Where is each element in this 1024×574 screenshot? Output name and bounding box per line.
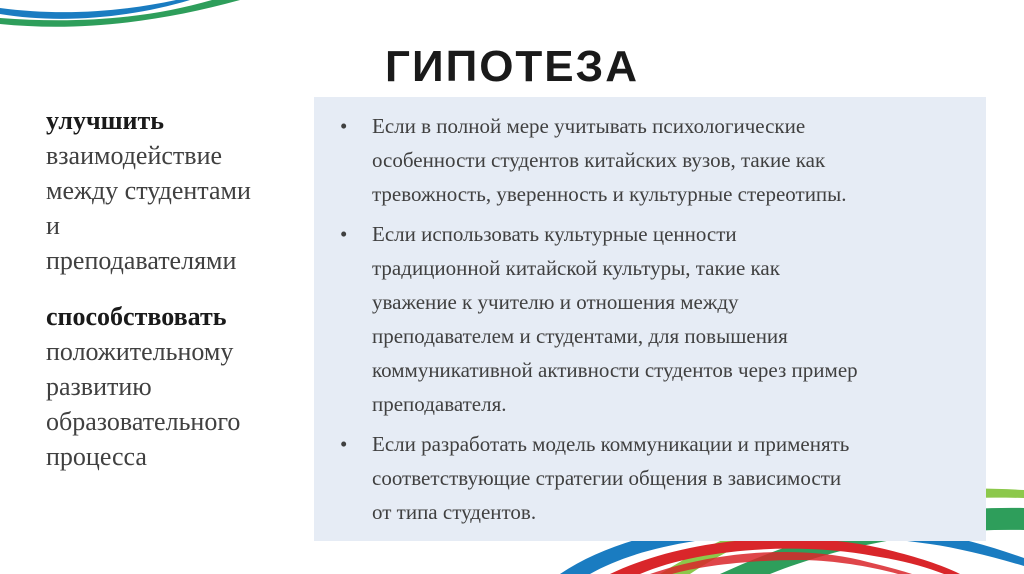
hypothesis-line: коммуникативной активности студентов через пример xyxy=(372,358,858,382)
bullet-icon: • xyxy=(340,114,348,138)
hypothesis-line: Если использовать культурные ценности xyxy=(372,222,737,246)
goal-line: образовательного xyxy=(46,407,241,436)
goal-line: развитию xyxy=(46,372,152,401)
hypothesis-item xyxy=(314,217,966,421)
page-title: ГИПОТЕЗА xyxy=(385,42,639,91)
goal-line: процесса xyxy=(46,442,147,471)
bullet-icon: • xyxy=(340,222,348,246)
hypothesis-line: соответствующие стратегии общения в зависимости xyxy=(372,466,842,490)
goal-line: и xyxy=(46,211,60,240)
hypothesis-item xyxy=(314,109,966,211)
goal-heading-improve: улучшить xyxy=(46,106,165,135)
hypothesis-panel xyxy=(314,97,986,541)
left-column xyxy=(46,103,308,474)
hypothesis-item xyxy=(314,427,966,529)
goal-line: положительному xyxy=(46,337,234,366)
hypothesis-line: от типа студентов. xyxy=(372,500,537,524)
goal-line: взаимодействие xyxy=(46,141,223,170)
hypothesis-line: тревожность, уверенность и культурные стереотипы. xyxy=(372,182,847,206)
spacer xyxy=(46,278,308,299)
goal-line: преподавателями xyxy=(46,246,237,275)
hypothesis-line: особенности студентов китайских вузов, такие как xyxy=(372,148,826,172)
bullet-icon: • xyxy=(340,432,348,456)
hypothesis-list xyxy=(314,97,986,529)
hypothesis-line: уважение к учителю и отношения между xyxy=(372,290,739,314)
hypothesis-line: Если разработать модель коммуникации и применять xyxy=(372,432,850,456)
goal-heading-promote: способствовать xyxy=(46,302,227,331)
hypothesis-line: традиционной китайской культуры, такие как xyxy=(372,256,780,280)
hypothesis-line: Если в полной мере учитывать психологические xyxy=(372,114,806,138)
goal-line: между студентами xyxy=(46,176,251,205)
hypothesis-line: преподавателя. xyxy=(372,392,507,416)
hypothesis-line: преподавателем и студентами, для повышения xyxy=(372,324,788,348)
